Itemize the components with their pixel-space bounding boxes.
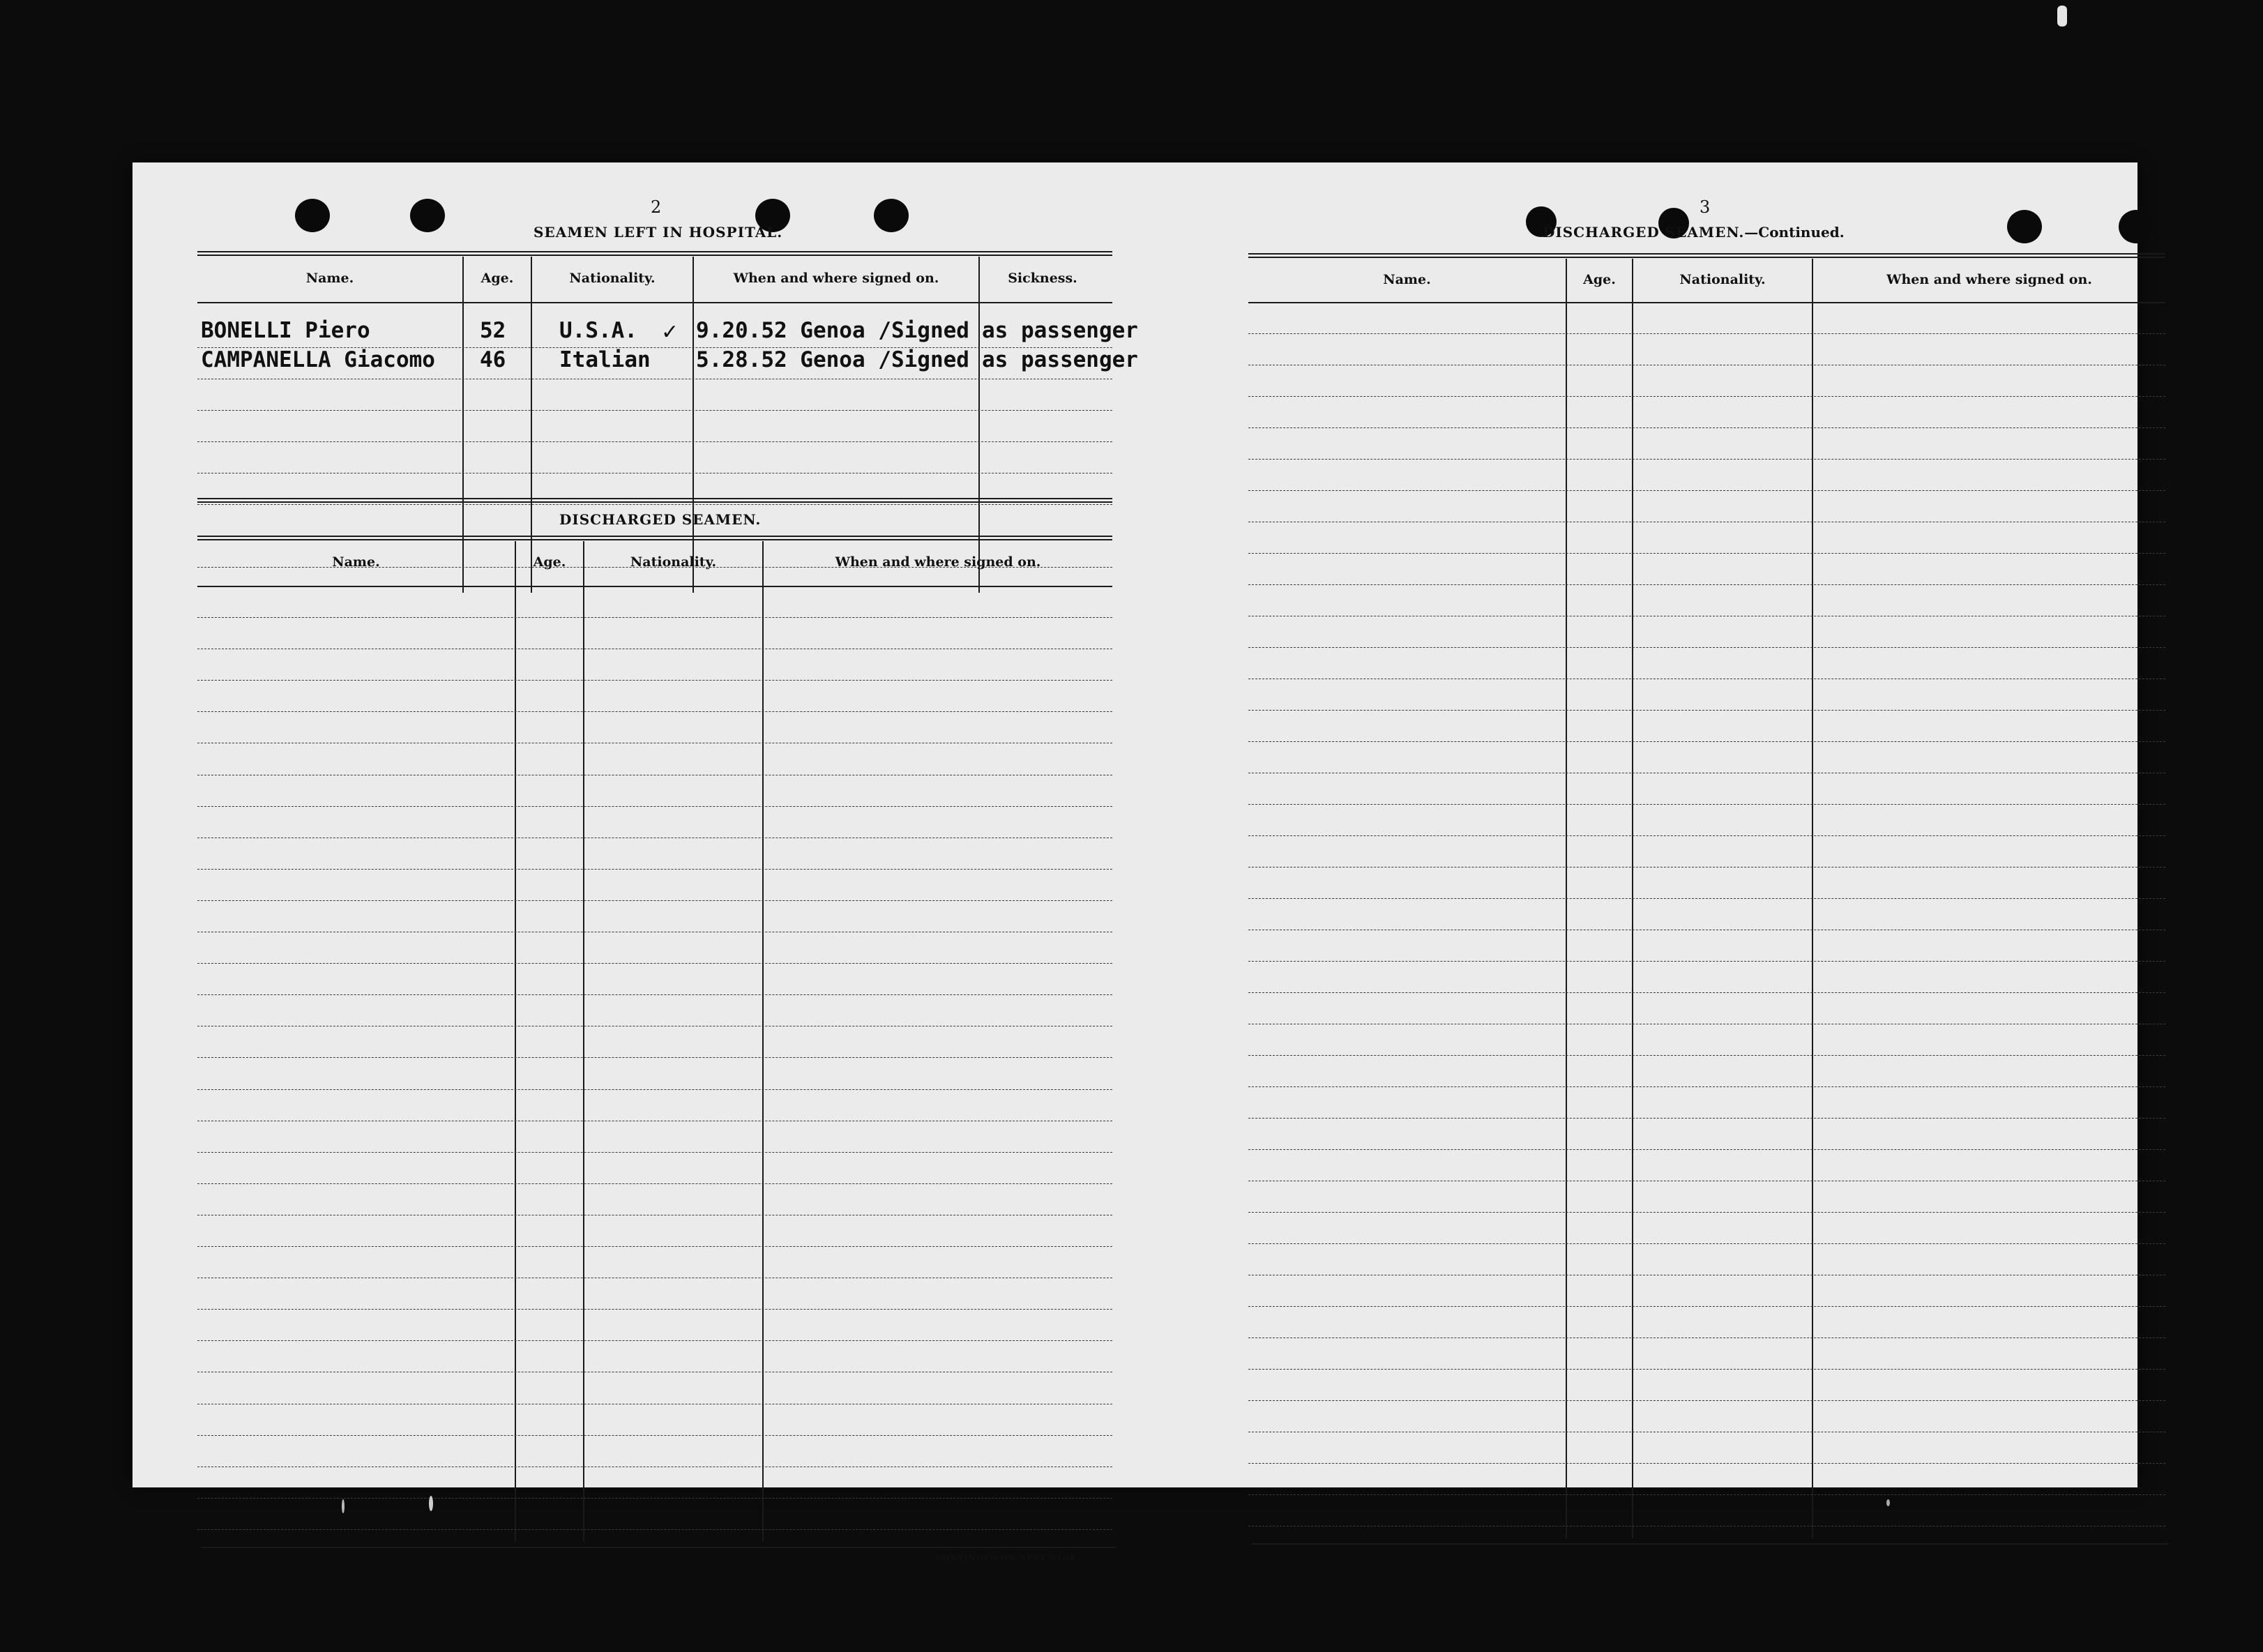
- right-row-line: [1248, 1149, 2165, 1150]
- hospital-col-signed-on: When and where signed on.: [733, 271, 939, 286]
- continued-footer: CONTINUED ON NEXT PAGE.: [936, 1554, 1080, 1563]
- hospital-col-divider: [531, 257, 532, 593]
- right-row-line: [1248, 1494, 2165, 1495]
- right-row-line: [1248, 1118, 2165, 1119]
- right-col-age: Age.: [1583, 272, 1616, 287]
- right-row-line: [1248, 1243, 2165, 1244]
- right-row-line: [1248, 1306, 2165, 1307]
- discharged-row-line: [197, 1309, 1112, 1310]
- punch-hole: [2007, 210, 2042, 243]
- film-speck: [2057, 6, 2067, 26]
- right-col-name: Name.: [1383, 272, 1431, 287]
- right-row-line: [1248, 1369, 2165, 1370]
- discharged-col-age: Age.: [533, 554, 566, 570]
- right-row-line: [1248, 898, 2165, 899]
- punch-hole: [410, 199, 445, 232]
- discharged-row-line: [197, 1340, 1112, 1341]
- discharged-col-nationality: Nationality.: [630, 554, 717, 570]
- discharged-continued-title: [1543, 224, 1845, 241]
- discharged-row-line: [197, 1089, 1112, 1090]
- hospital-row-line: [197, 441, 1112, 442]
- hospital-top-rule: [197, 251, 1112, 256]
- right-row-line: [1248, 584, 2165, 585]
- hospital-col-age: Age.: [480, 271, 514, 286]
- discharged-row-line: [197, 1152, 1112, 1153]
- discharged-col-divider: [515, 541, 516, 1542]
- hospital-col-sickness: Sickness.: [1008, 271, 1077, 286]
- film-speck: [342, 1499, 345, 1513]
- discharged-row-line: [197, 1183, 1112, 1184]
- discharged-col-divider: [583, 541, 584, 1542]
- right-row-line: [1248, 427, 2165, 428]
- hospital-row-1-signed-on: 9.20.52 Genoa /Signed: [696, 318, 969, 343]
- film-speck: [429, 1496, 433, 1511]
- hospital-col-divider: [978, 257, 980, 593]
- title-continued: —Continued.: [1744, 224, 1845, 241]
- right-col-nationality: Nationality.: [1679, 272, 1766, 287]
- punch-hole: [874, 199, 909, 232]
- discharged-section-title: DISCHARGED SEAMEN.: [559, 511, 762, 528]
- hospital-row-1-age: 52: [480, 318, 506, 343]
- hospital-row-1-name: BONELLI Piero: [201, 318, 370, 343]
- right-row-line: [1248, 835, 2165, 836]
- discharged-row-line: [197, 806, 1112, 807]
- right-col-signed-on: When and where signed on.: [1886, 272, 2092, 287]
- discharged-row-line: [197, 617, 1112, 618]
- discharged-row-line: [197, 1498, 1112, 1499]
- right-row-line: [1248, 396, 2165, 397]
- discharged-col-signed-on: When and where signed on.: [835, 554, 1041, 570]
- right-header-rule: [1248, 302, 2165, 303]
- right-row-line: [1248, 459, 2165, 460]
- discharged-row-line: [197, 1057, 1112, 1058]
- right-row-line: [1248, 1086, 2165, 1087]
- right-row-line: [1248, 553, 2165, 554]
- hospital-row-line: [197, 410, 1112, 411]
- page-number-right: 3: [1700, 197, 1711, 217]
- right-row-line: [1248, 992, 2165, 993]
- right-row-line: [1248, 1400, 2165, 1401]
- discharged-row-line: [197, 869, 1112, 870]
- discharged-row-line: [197, 680, 1112, 681]
- discharged-col-divider: [762, 541, 764, 1542]
- hospital-row-1-sickness: as passenger: [982, 318, 1138, 343]
- hospital-row-2-signed-on: 5.28.52 Genoa /Signed: [696, 347, 969, 372]
- right-bottom-rule: [1252, 1543, 2169, 1545]
- right-row-line: [1248, 741, 2165, 742]
- hospital-row-2-sickness: as passenger: [982, 347, 1138, 372]
- right-row-line: [1248, 490, 2165, 491]
- discharged-row-line: [197, 1435, 1112, 1436]
- hospital-section-title: SEAMEN LEFT IN HOSPITAL.: [533, 224, 783, 241]
- discharged-row-line: [197, 711, 1112, 712]
- punch-hole: [295, 199, 330, 232]
- right-row-line: [1248, 1055, 2165, 1056]
- right-row-line: [1248, 1212, 2165, 1213]
- right-row-line: [1248, 1463, 2165, 1464]
- punch-hole: [2119, 210, 2154, 243]
- check-mark-icon: ✓: [661, 320, 679, 344]
- right-row-line: [1248, 961, 2165, 962]
- discharged-row-line: [197, 963, 1112, 964]
- hospital-row-2-age: 46: [480, 347, 506, 372]
- hospital-row-2-name: CAMPANELLA Giacomo: [201, 347, 435, 372]
- discharged-row-line: [197, 1246, 1112, 1247]
- hospital-col-nationality: Nationality.: [569, 271, 656, 286]
- discharged-row-line: [197, 1529, 1112, 1530]
- discharged-col-name: Name.: [332, 554, 380, 570]
- hospital-col-name: Name.: [305, 271, 354, 286]
- right-row-line: [1248, 333, 2165, 334]
- right-row-line: [1248, 1337, 2165, 1338]
- discharged-row-line: [197, 994, 1112, 995]
- title-text: DISCHARGED SEAMEN.: [1543, 224, 1745, 241]
- right-row-line: [1248, 647, 2165, 648]
- document-page: [133, 162, 2137, 1563]
- film-speck: [1886, 1499, 1890, 1506]
- discharged-row-line: [197, 900, 1112, 901]
- right-row-line: [1248, 710, 2165, 711]
- discharged-header-rule: [197, 586, 1112, 587]
- hospital-bottom-rule: [197, 498, 1112, 503]
- discharged-bottom-rule: [201, 1547, 1116, 1548]
- hospital-row-line: [197, 504, 1112, 505]
- right-top-rule: [1248, 253, 2165, 258]
- hospital-row-1-nationality: U.S.A.: [559, 318, 637, 343]
- hospital-col-divider: [462, 257, 464, 593]
- hospital-row-2-nationality: Italian: [559, 347, 651, 372]
- right-row-line: [1248, 804, 2165, 805]
- discharged-top-rule: [197, 536, 1112, 540]
- hospital-col-divider: [692, 257, 694, 593]
- page-number-left: 2: [651, 197, 662, 217]
- hospital-header-rule: [197, 302, 1112, 303]
